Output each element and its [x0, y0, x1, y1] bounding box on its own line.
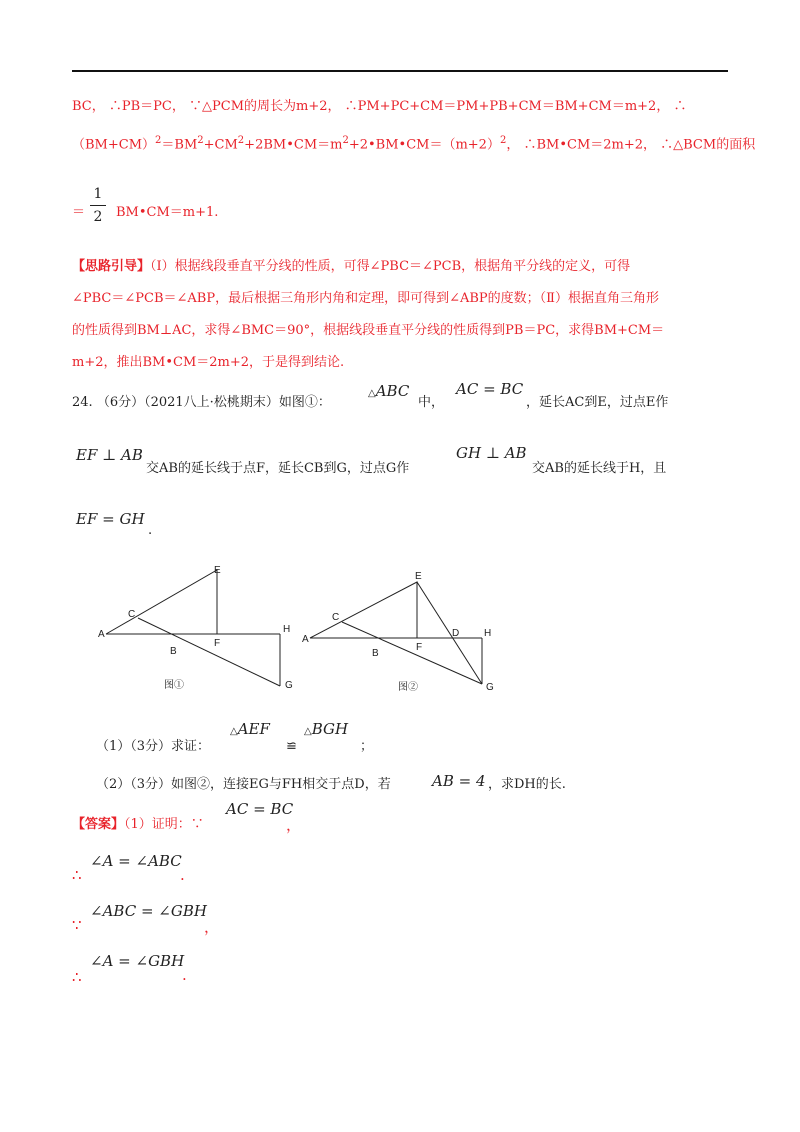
fig2-label-b: B	[372, 648, 379, 659]
answer-label: 【答案】	[72, 817, 125, 832]
triangle-abc: △ABC	[368, 382, 410, 400]
proof-step-3: ∠ABC = ∠GBH	[90, 902, 207, 920]
top-rule	[72, 70, 728, 72]
fig1-caption: 图①	[164, 680, 184, 691]
question-2-end: ，求DH的长.	[488, 777, 566, 792]
congruent-symbol: ≌	[286, 739, 297, 754]
proof-step-2-end: .	[180, 866, 185, 884]
hint-line-4: m+2，推出BM•CM＝2m+2，于是得到结论.	[72, 355, 345, 370]
hint-label: 【思路引导】	[72, 259, 151, 274]
fig1-triangle-aef	[106, 570, 217, 634]
proof-step-4-end: .	[182, 966, 187, 984]
question-1-prefix: （1）（3分）求证：	[96, 739, 211, 754]
figure-2	[302, 571, 494, 693]
fig1-label-g: G	[285, 680, 293, 691]
period: .	[148, 523, 153, 538]
answer-line-2: $(BM+CM)^2=BM^2+CM^2+2BM•CM=m^2+2•BM•CM=(m+2)^2$， ∴BM•CM＝2m+2， ∴△BCM的面积	[72, 135, 756, 153]
fraction-one-half	[90, 186, 106, 225]
figure-1	[98, 565, 293, 691]
therefore-symbol-1: ∴	[72, 866, 82, 884]
because-symbol: ∵	[190, 817, 204, 832]
fig2-line-cg	[342, 622, 482, 684]
question-2-prefix: （2）（3分）如图②，连接EG与FH相交于点D，若	[96, 777, 391, 792]
solution-intro: 【答案】（1）证明：∵	[72, 817, 204, 832]
therefore-symbol-2: ∴	[72, 968, 82, 986]
problem-mid-text: 交AB的延长线于点F，延长CB到G，过点G作	[146, 461, 410, 476]
fig2-label-a: A	[302, 634, 309, 645]
fig1-label-h: H	[283, 624, 291, 635]
fig1-label-f: F	[214, 638, 221, 649]
proof-step-4: ∠A = ∠GBH	[90, 952, 185, 970]
extend-ac-text: ，延长AC到E，过点E作	[526, 395, 669, 410]
fig1-label-a: A	[98, 629, 105, 640]
because-symbol-2: ∵	[72, 916, 82, 934]
fig2-label-g: G	[486, 682, 494, 693]
fraction-bar	[90, 205, 106, 206]
fig1-label-e: E	[214, 565, 221, 576]
proof-step-3-end: ，	[204, 918, 220, 936]
fig2-label-f: F	[416, 642, 423, 653]
fig2-triangle-aef	[310, 582, 417, 638]
fig1-label-c: C	[128, 609, 136, 620]
fig2-label-e: E	[415, 571, 422, 582]
hint-line-3: 的性质得到BM⊥AC，求得∠BMC＝90°，根据线段垂直平分线的性质得到PB＝PC，求得BM+CM＝	[72, 323, 665, 338]
triangle-bgh: △BGH	[304, 720, 349, 738]
fraction-numerator: 1	[93, 186, 103, 202]
fig1-label-b: B	[170, 646, 177, 657]
ac-equals-bc: AC = BC	[456, 380, 524, 398]
ab-equals-4: AB = 4	[432, 772, 486, 790]
problem-number-score: 24. （6分）（2021八上·松桃期末）如图①：	[72, 395, 331, 410]
proof-step-2: ∠A = ∠ABC	[90, 852, 182, 870]
proof-step-1-end: ，	[286, 816, 302, 834]
ef-perp-ab: EF ⊥ AB	[76, 446, 143, 464]
gh-perp-ab: GH ⊥ AB	[456, 444, 527, 462]
geometry-figures	[90, 560, 510, 700]
fig2-label-d: D	[452, 628, 460, 639]
zhong-text: 中，	[418, 395, 445, 410]
hint-line-2: ∠PBC＝∠PCB＝∠ABP，最后根据三角形内角和定理，即可得到∠ABP的度数；（Ⅱ）根据直角三角形	[72, 291, 660, 306]
fig1-line-cg	[138, 618, 280, 686]
fraction-denominator: 2	[93, 209, 103, 225]
triangle-aef: △AEF	[230, 720, 270, 738]
fig2-label-c: C	[332, 612, 340, 623]
ef-equals-gh: EF = GH	[76, 510, 145, 528]
answer-line-3-eq: ＝	[72, 205, 86, 220]
fig2-caption: 图②	[398, 682, 418, 693]
problem-end-text: 交AB的延长线于H，且	[532, 461, 667, 476]
question-1-end: ；	[360, 739, 374, 754]
proof-step-1: AC = BC	[226, 800, 294, 818]
answer-line-1: BC， ∴PB＝PC， ∵△PCM的周长为m+2， ∴PM+PC+CM＝PM+PB+CM＝BM+CM＝m+2， ∴	[72, 99, 687, 114]
hint-line-1: 【思路引导】（Ⅰ）根据线段垂直平分线的性质，可得∠PBC＝∠PCB，根据角平分线的定义，可得	[72, 259, 631, 274]
fig2-label-h: H	[484, 628, 492, 639]
answer-line-3: BM•CM＝m+1.	[116, 205, 219, 220]
fig2-line-eg	[417, 582, 482, 684]
